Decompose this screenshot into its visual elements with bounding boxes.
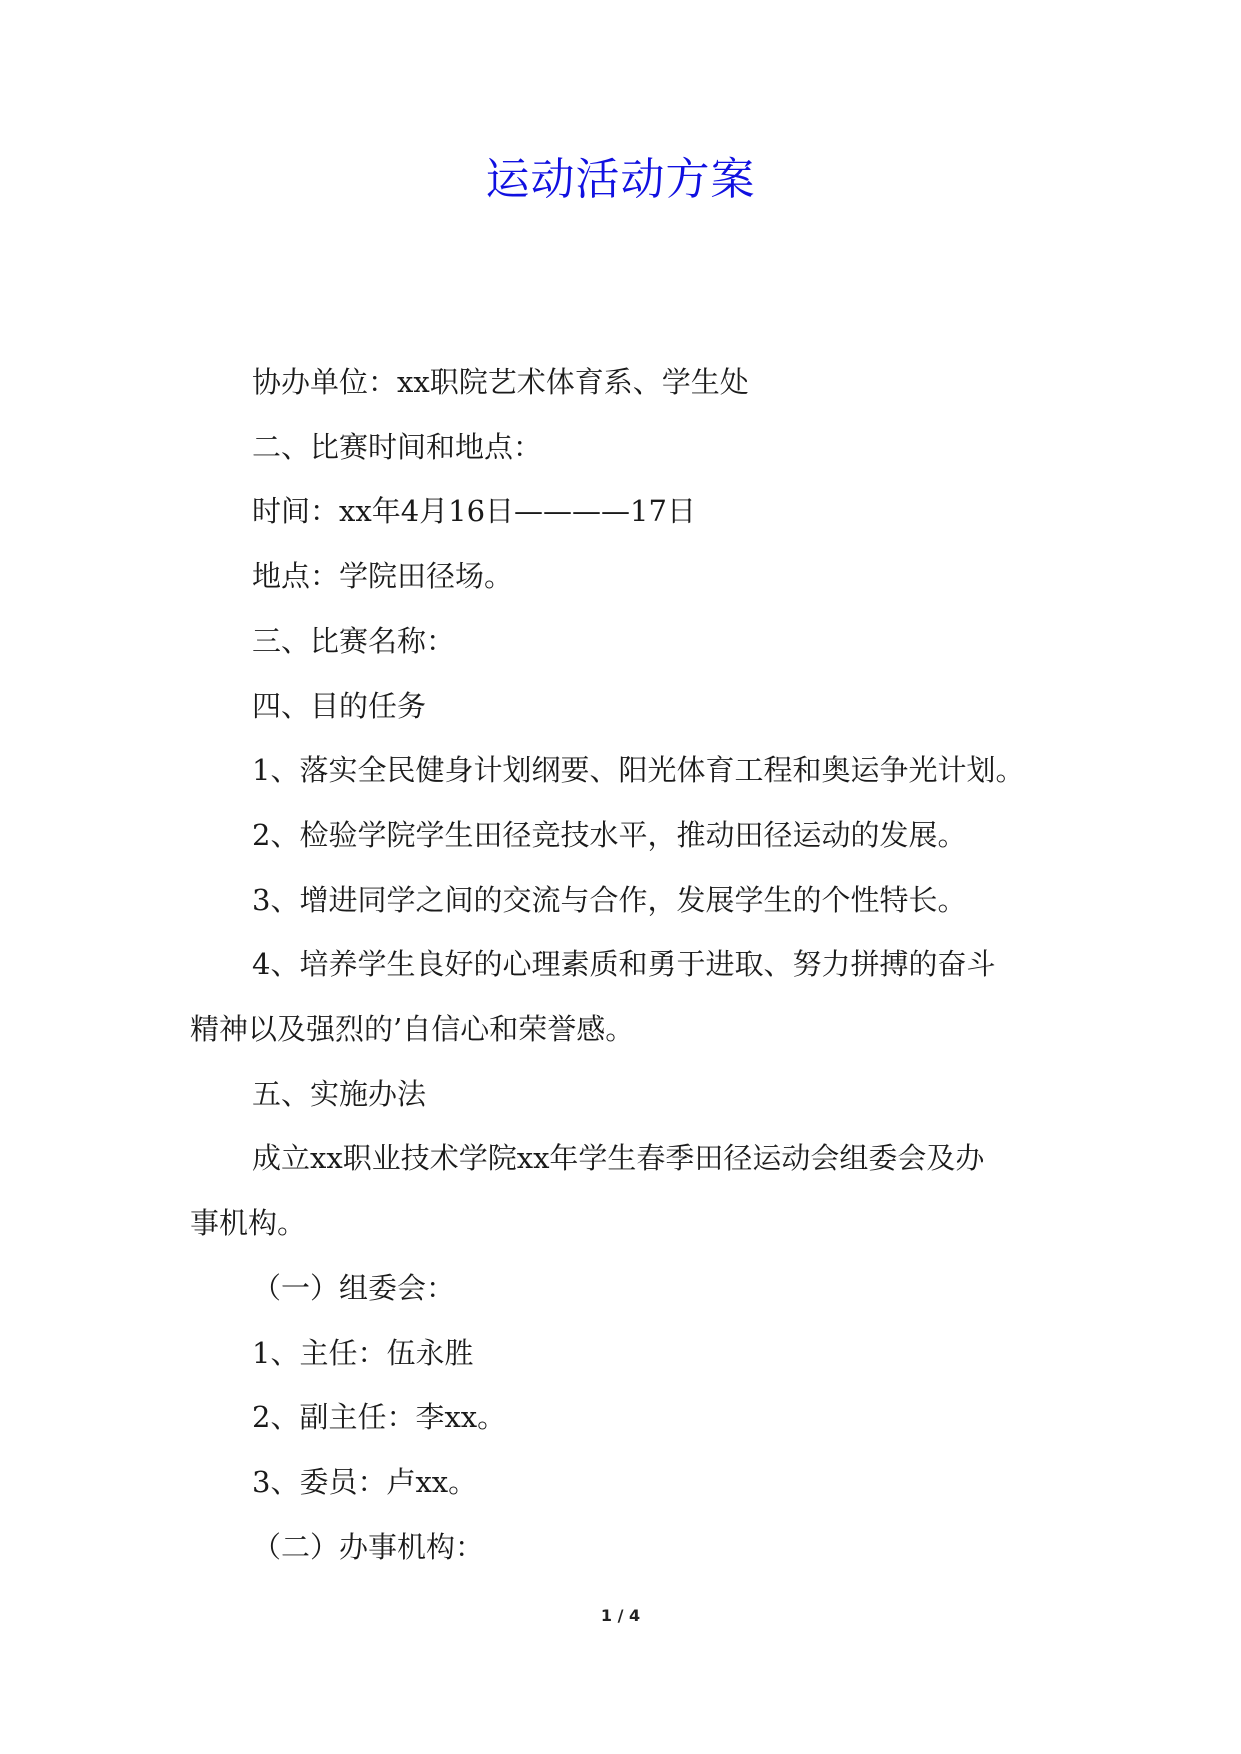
paragraph: 2、检验学院学生田径竞技水平，推动田径运动的发展。 <box>252 817 967 852</box>
page-number: 1 / 4 <box>600 1606 641 1625</box>
paragraph: （一）组委会： <box>252 1270 456 1305</box>
paragraph: 3、增进同学之间的交流与合作，发展学生的个性特长。 <box>252 882 967 917</box>
paragraph: 五、实施办法 <box>252 1076 427 1111</box>
paragraph: 成立xx职业技术学院xx年学生春季田径运动会组委会及办 <box>252 1141 985 1176</box>
paragraph: 3、委员：卢xx。 <box>252 1464 478 1499</box>
paragraph: 四、目的任务 <box>252 688 427 723</box>
document-body <box>190 350 1060 1579</box>
paragraph: 2、副主任：李xx。 <box>252 1400 507 1435</box>
paragraph: 精神以及强烈的’自信心和荣誉感。 <box>190 1012 635 1047</box>
paragraph: 时间：xx年4月16日————17日 <box>252 494 696 529</box>
paragraph: （二）办事机构： <box>252 1529 485 1564</box>
paragraph: 事机构。 <box>190 1206 307 1241</box>
paragraph: 协办单位：xx职院艺术体育系、学生处 <box>252 365 749 399</box>
paragraph: 三、比赛名称： <box>252 623 456 658</box>
paragraph: 二、比赛时间和地点： <box>252 429 543 464</box>
paragraph: 1、落实全民健身计划纲要、阳光体育工程和奥运争光计划。 <box>252 753 1025 788</box>
paragraph: 4、培养学生良好的心理素质和勇于进取、努力拼搏的奋斗 <box>252 947 996 982</box>
document-title: 运动活动方案 <box>485 154 756 205</box>
paragraph: 1、主任：伍永胜 <box>252 1335 474 1370</box>
paragraph: 地点：学院田径场。 <box>252 559 514 594</box>
